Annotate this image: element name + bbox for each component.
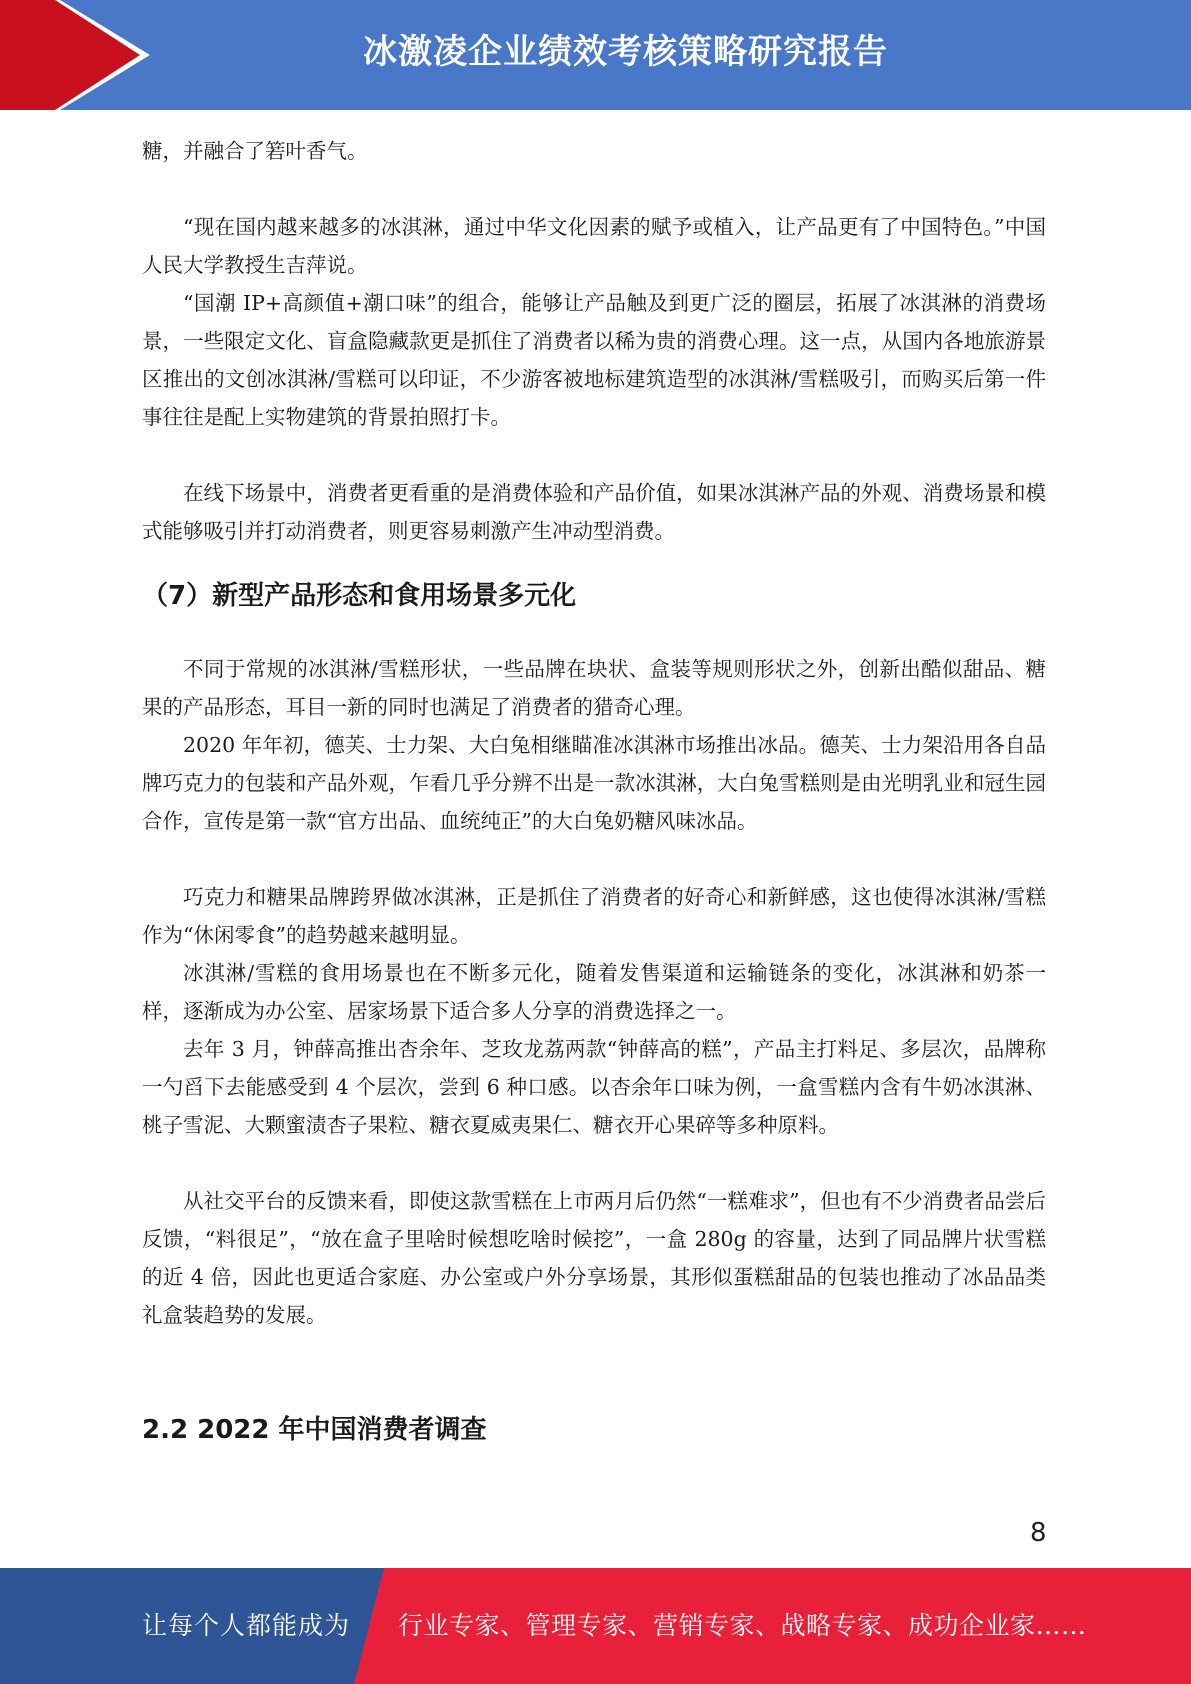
footer-slogan-right: 行业专家、管理专家、营销专家、战略专家、成功企业家…… xyxy=(398,1611,1087,1640)
paragraph: 不同于常规的冰淇淋/雪糕形状，一些品牌在块状、盒装等规则形状之外，创新出酷似甜品、糖果的产品形态，耳目一新的同时也满足了消费者的猎奇心理。 xyxy=(142,657,1046,719)
page-header xyxy=(0,0,1191,110)
main-content xyxy=(142,132,1046,1450)
paragraph: “国潮 IP+高颜值+潮口味”的组合，能够让产品触及到更广泛的圈层，拓展了冰淇淋的消费场景，一些限定文化、盲盒隐藏款更是抓住了消费者以稀为贵的消费心理。这一点，从国内各地旅游景区推出的文创冰淇淋/雪糕可以印证，不少游客被地标建筑造型的冰淇淋/雪糕吸引，而购买后第一件事往往是配上实物建筑的背景拍照打卡。 xyxy=(142,291,1046,429)
section-heading: 2.2 2022 年中国消费者调查 xyxy=(142,1415,487,1445)
page-number: 8 xyxy=(1030,1518,1047,1548)
paragraph: 从社交平台的反馈来看，即使这款雪糕在上市两月后仍然“一糕难求”，但也有不少消费者品尝后反馈，“料很足”，“放在盒子里啥时候想吃啥时候挖”，一盒 280g 的容量，达到了同品牌片状雪糕的近 4 倍，因此也更适合家庭、办公室或户外分享场景，其形似蛋糕甜品的包装也推动了冰品品类礼盒装趋势的发展。 xyxy=(142,1189,1046,1327)
paragraph: 糖，并融合了箬叶香气。 xyxy=(142,139,368,163)
footer-slogan-left: 让每个人都能成为 xyxy=(142,1611,351,1640)
paragraph: 2020 年年初，德芙、士力架、大白兔相继瞄准冰淇淋市场推出冰品。德芙、士力架沿用各自品牌巧克力的包装和产品外观，乍看几乎分辨不出是一款冰淇淋，大白兔雪糕则是由光明乳业和冠生园合作，宣传是第一款“官方出品、血统纯正”的大白兔奶糖风味冰品。 xyxy=(142,733,1046,833)
section-heading: （7）新型产品形态和食用场景多元化 xyxy=(142,581,577,611)
paragraph: 巧克力和糖果品牌跨界做冰淇淋，正是抓住了消费者的好奇心和新鲜感，这也使得冰淇淋/雪糕作为“休闲零食”的趋势越来越明显。 xyxy=(142,885,1046,947)
report-title: 冰激凌企业绩效考核策略研究报告 xyxy=(363,32,888,72)
paragraph: “现在国内越来越多的冰淇淋，通过中华文化因素的赋予或植入，让产品更有了中国特色。”中国人民大学教授生吉萍说。 xyxy=(142,215,1046,277)
paragraph: 冰淇淋/雪糕的食用场景也在不断多元化，随着发售渠道和运输链条的变化，冰淇淋和奶茶一样，逐渐成为办公室、居家场景下适合多人分享的消费选择之一。 xyxy=(142,961,1046,1023)
page-footer xyxy=(0,1568,1191,1684)
paragraph: 在线下场景中，消费者更看重的是消费体验和产品价值，如果冰淇淋产品的外观、消费场景和模式能够吸引并打动消费者，则更容易刺激产生冲动型消费。 xyxy=(142,481,1046,543)
paragraph: 去年 3 月，钟薛高推出杏余年、芝玫龙荔两款“钟薛高的糕”，产品主打料足、多层次，品牌称一勺舀下去能感受到 4 个层次，尝到 6 种口感。以杏余年口味为例，一盒雪糕内含有牛奶冰淇淋、桃子雪泥、大颗蜜渍杏子果粒、糖衣夏威夷果仁、糖衣开心果碎等多种原料。 xyxy=(142,1037,1046,1137)
